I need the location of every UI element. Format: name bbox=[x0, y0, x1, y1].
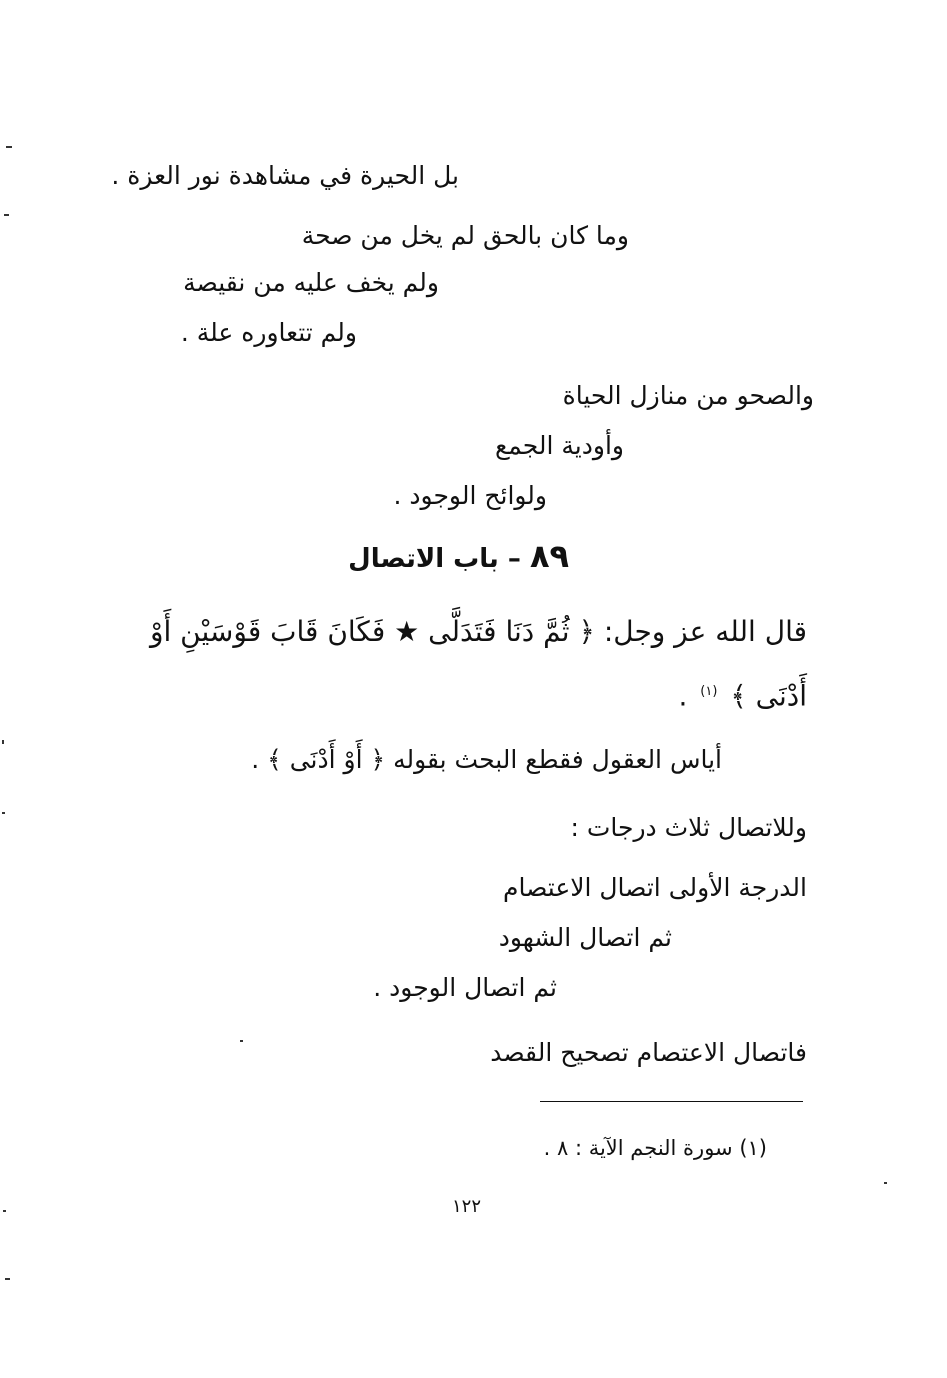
text-line-4: ولم تتعاوره علة . bbox=[180, 318, 357, 347]
footnote-text: (١) سورة النجم الآية : ٨ . bbox=[543, 1136, 767, 1160]
scan-margin-mark bbox=[884, 1182, 887, 1184]
text-line-12: ثم اتصال الوجود . bbox=[373, 973, 557, 1002]
text-line-1: بل الحيرة في مشاهدة نور العزة . bbox=[111, 161, 459, 190]
text-line-13: فاتصال الاعتصام تصحيح القصد bbox=[490, 1038, 807, 1067]
quran-verse-part-2: أَدْنَى ﴾ bbox=[730, 679, 807, 713]
quote-line-2 bbox=[678, 674, 807, 714]
chapter-number: ٨٩ bbox=[529, 537, 569, 575]
text-line-7: ولوائح الوجود . bbox=[393, 481, 547, 510]
text-line-2: وما كان بالحق لم يخل من صحة bbox=[301, 221, 629, 250]
scan-margin-mark bbox=[2, 812, 5, 814]
scan-margin-mark bbox=[2, 740, 4, 744]
text-line-6: وأودية الجمع bbox=[495, 431, 624, 460]
quote-intro: قال الله عز وجل: bbox=[603, 615, 807, 648]
scan-margin-mark bbox=[6, 146, 12, 148]
scan-margin-mark bbox=[4, 214, 9, 216]
chapter-title: – باب الاتصال bbox=[348, 544, 521, 574]
scan-margin-mark bbox=[5, 1278, 10, 1280]
text-line-3: ولم يخف عليه من نقيصة bbox=[183, 268, 439, 297]
scan-margin-mark bbox=[240, 1040, 243, 1042]
text-line-11: ثم اتصال الشهود bbox=[498, 923, 672, 952]
quran-verse-part-1: ﴿ ثُمَّ دَنَا فَتَدَلَّى ★ فَكَانَ قَابَ قَوْسَيْنِ أَوْ bbox=[149, 615, 595, 648]
scan-margin-mark bbox=[3, 1210, 6, 1212]
chapter-heading bbox=[348, 538, 569, 577]
text-line-10: الدرجة الأولى اتصال الاعتصام bbox=[503, 873, 807, 902]
page-number: ١٢٢ bbox=[452, 1196, 482, 1217]
text-line-8: أياس العقول فقطع البحث بقوله ﴿ أَوْ أَدْنَى ﴾ . bbox=[251, 745, 722, 774]
quote-end: . bbox=[678, 679, 688, 713]
text-line-5: والصحو من منازل الحياة bbox=[562, 381, 814, 410]
footnote-reference: (١) bbox=[700, 684, 718, 699]
quote-line-1 bbox=[150, 614, 807, 650]
text-line-9: وللاتصال ثلاث درجات : bbox=[570, 813, 807, 842]
footnote-divider bbox=[540, 1101, 803, 1102]
